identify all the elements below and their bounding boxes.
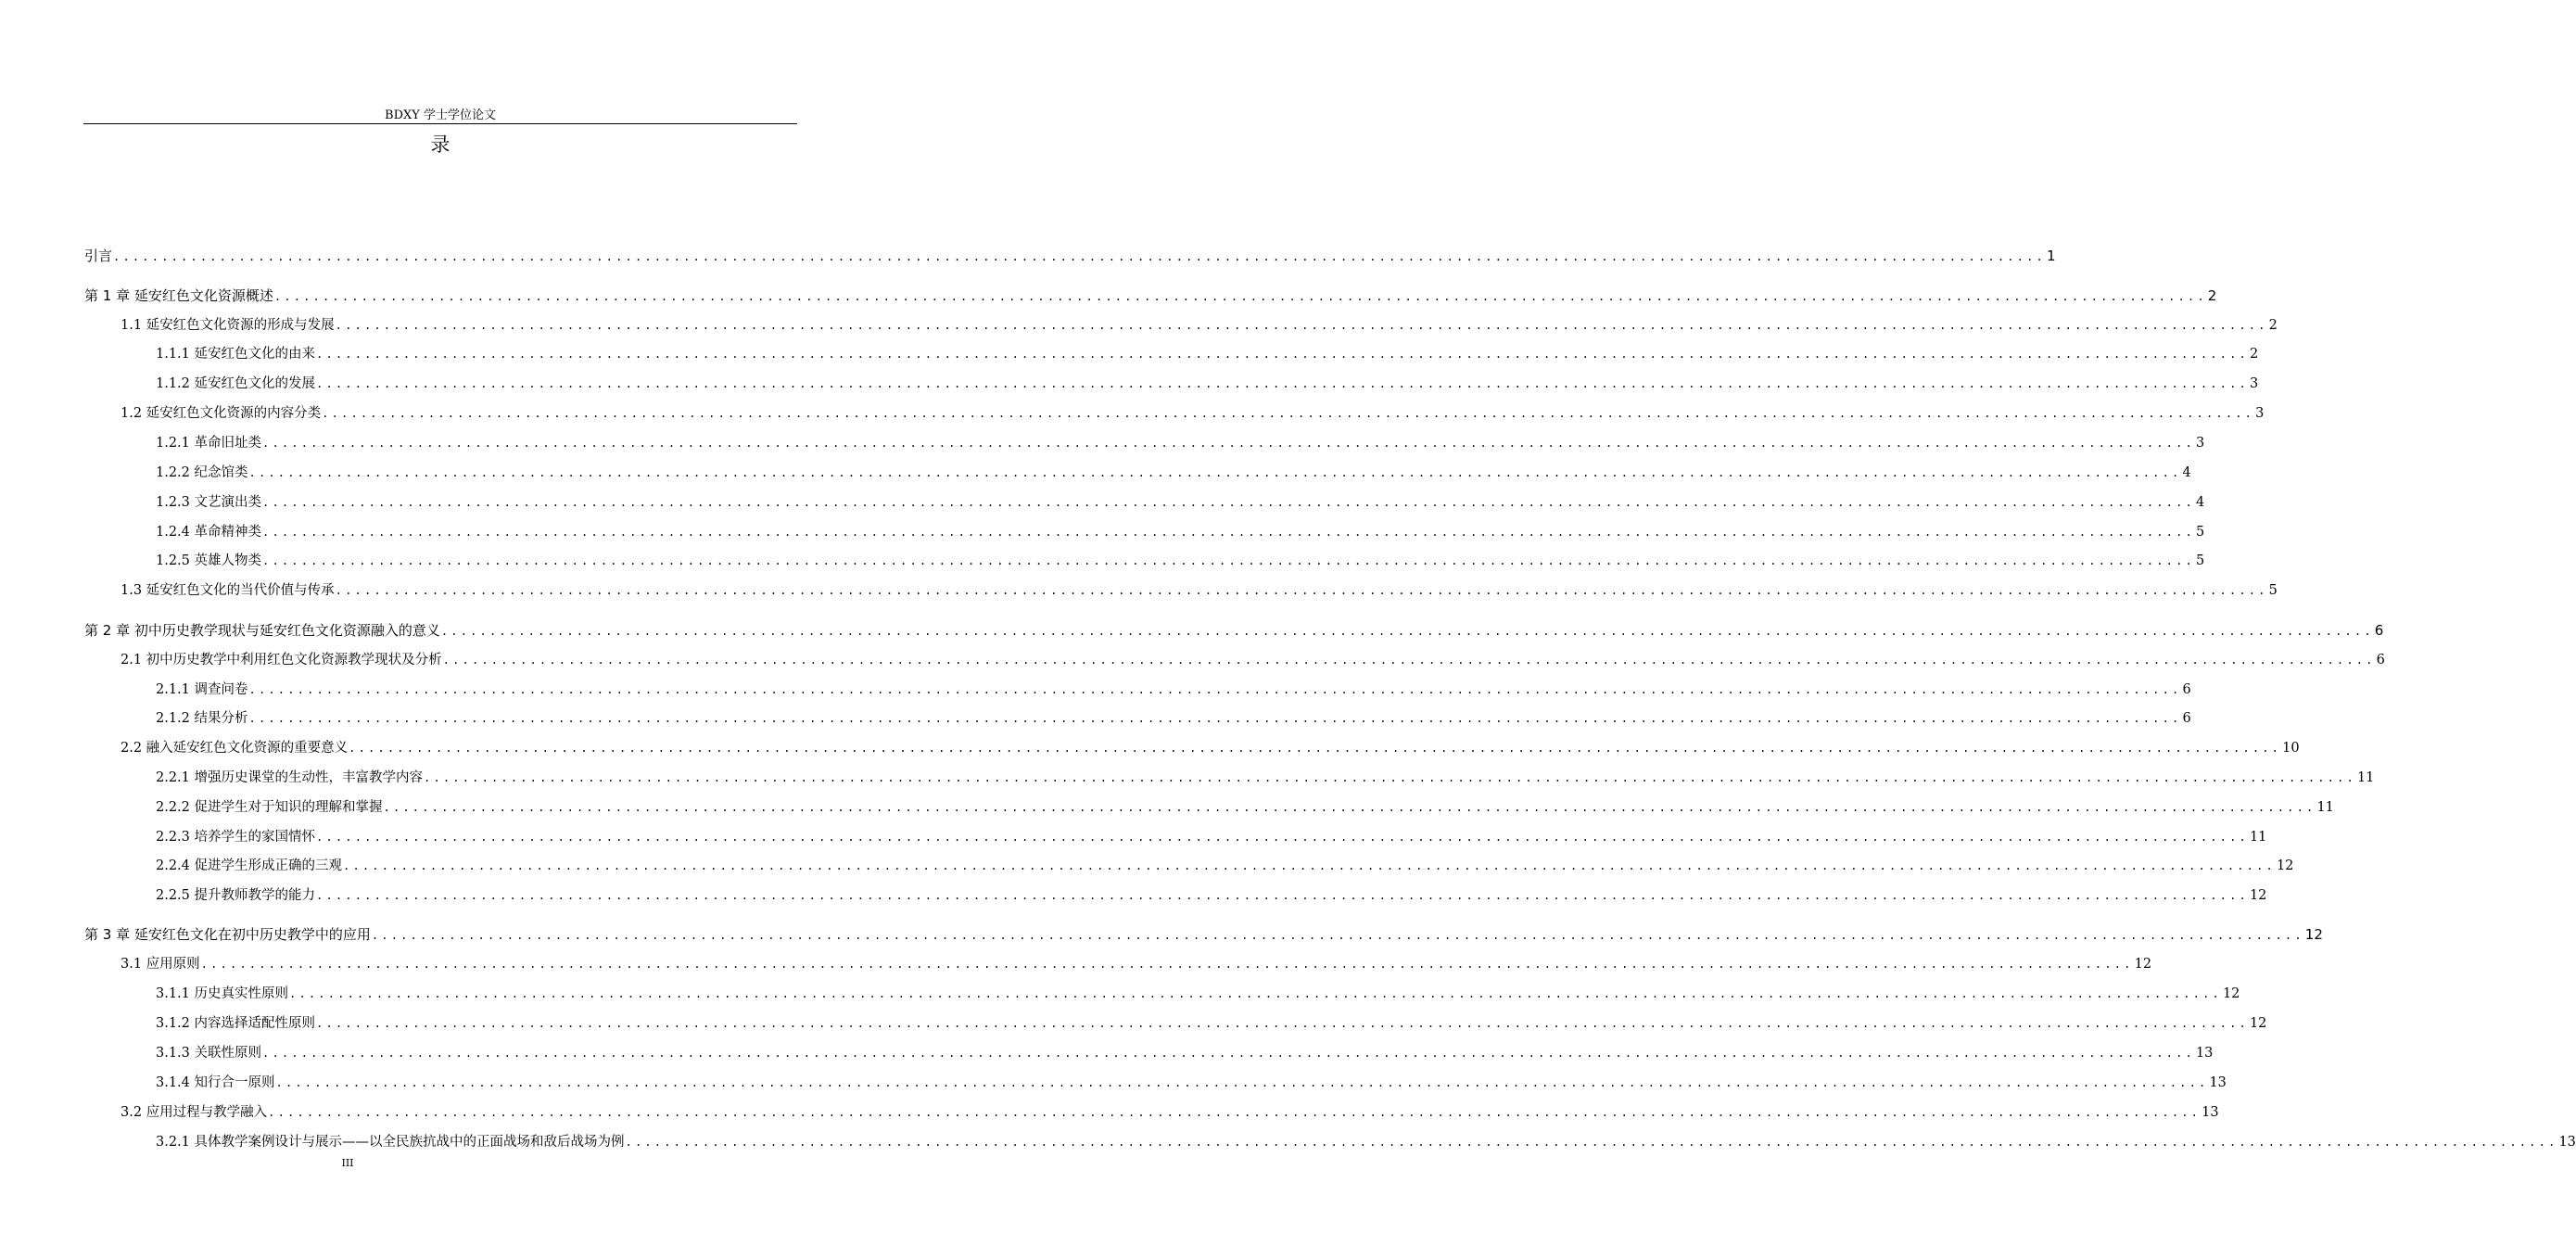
- toc-entry-title: 3.1 应用原则: [121, 957, 200, 972]
- toc-entry[interactable]: [121, 954, 2152, 974]
- toc-leader-dots: ........................................................................................................................................................................................................: [371, 929, 2304, 942]
- toc-entry-title: 1.2.3 文艺演出类: [156, 495, 262, 510]
- toc-entry[interactable]: [156, 551, 2205, 571]
- toc-entry-title: 2.2.1 增强历史课堂的生动性，丰富教学内容: [156, 770, 424, 785]
- toc-entry-title: 1.2.5 英雄人物类: [156, 553, 262, 568]
- page-number: III: [341, 1157, 354, 1169]
- toc-leader-dots: ........................................................................................................................................................................................................: [248, 712, 2182, 725]
- toc-entry-title: 1.1.1 延安红色文化的由来: [156, 347, 316, 362]
- running-header: BDXY 学士学位论文: [385, 108, 496, 122]
- toc-entry-page: 6: [2182, 682, 2191, 697]
- toc-entry-page: 12: [2276, 858, 2294, 873]
- toc-entry-page: 13: [2209, 1075, 2227, 1090]
- toc-entry-page: 12: [2249, 1016, 2267, 1031]
- toc-entry-title: 1.2 延安红色文化资源的内容分类: [121, 406, 322, 421]
- toc-entry-title: 2.1.2 结果分析: [156, 711, 248, 726]
- toc-entry[interactable]: [156, 984, 2240, 1004]
- toc-leader-dots: ........................................................................................................................................................................................................: [442, 654, 2376, 667]
- toc-entry-title: 2.1.1 调查问卷: [156, 682, 248, 697]
- toc-entry[interactable]: [156, 797, 2334, 818]
- toc-leader-dots: ........................................................................................................................................................................................................: [262, 526, 2195, 539]
- toc-entry-page: 6: [2182, 711, 2191, 726]
- toc-entry[interactable]: [156, 1013, 2267, 1034]
- toc-leader-dots: ........................................................................................................................................................................................................: [625, 1136, 2558, 1149]
- toc-entry-title: 3.2 应用过程与教学融入: [121, 1105, 268, 1120]
- toc-leader-dots: ........................................................................................................................................................................................................: [316, 377, 2249, 390]
- toc-entry[interactable]: [84, 620, 2384, 641]
- toc-leader-dots: ........................................................................................................................................................................................................: [335, 319, 2268, 332]
- toc-entry-page: 11: [2356, 770, 2375, 785]
- toc-entry-page: 3: [2249, 376, 2259, 391]
- toc-entry-title: 1.1 延安红色文化资源的形成与发展: [121, 318, 335, 333]
- toc-entry-title: 3.1.2 内容选择适配性原则: [156, 1016, 316, 1031]
- toc-leader-dots: ........................................................................................................................................................................................................: [248, 466, 2182, 479]
- toc-entry[interactable]: [156, 827, 2267, 847]
- toc-entry-title: 引言: [84, 248, 113, 264]
- toc-entry[interactable]: [84, 246, 2056, 266]
- toc-entry-page: 13: [2195, 1046, 2214, 1061]
- toc-entry[interactable]: [156, 344, 2259, 364]
- toc-entry-page: 13: [2202, 1105, 2219, 1120]
- toc-entry-page: 4: [2182, 465, 2191, 480]
- toc-leader-dots: ........................................................................................................................................................................................................: [335, 584, 2268, 597]
- toc-entry[interactable]: [156, 680, 2191, 700]
- toc-entry-title: 2.2.3 培养学生的家国情怀: [156, 830, 316, 845]
- toc-leader-dots: ........................................................................................................................................................................................................: [343, 859, 2276, 872]
- toc-entry-page: 12: [2304, 926, 2323, 943]
- toc-entry-title: 1.1.2 延安红色文化的发展: [156, 376, 316, 391]
- toc-entry-page: 2: [2268, 318, 2278, 333]
- toc-leader-dots: ........................................................................................................................................................................................................: [424, 771, 2356, 784]
- toc-entry[interactable]: [156, 885, 2267, 906]
- toc-entry[interactable]: [156, 1132, 2576, 1152]
- toc-entry[interactable]: [121, 315, 2278, 336]
- toc-entry[interactable]: [84, 924, 2323, 945]
- toc-entry-page: 10: [2282, 741, 2300, 756]
- toc-entry-page: 5: [2268, 583, 2278, 598]
- toc-entry-title: 1.2.1 革命旧址类: [156, 436, 262, 451]
- page-title: 录: [430, 134, 450, 156]
- toc-leader-dots: ........................................................................................................................................................................................................: [316, 831, 2249, 844]
- toc-entry-title: 1.3 延安红色文化的当代价值与传承: [121, 583, 335, 598]
- toc-leader-dots: ........................................................................................................................................................................................................: [289, 987, 2222, 1000]
- toc-entry-title: 2.2 融入延安红色文化资源的重要意义: [121, 741, 349, 756]
- toc-entry[interactable]: [121, 738, 2300, 758]
- toc-entry[interactable]: [156, 522, 2205, 542]
- toc-entry-title: 1.2.2 纪念馆类: [156, 465, 248, 480]
- toc-entry[interactable]: [121, 580, 2278, 601]
- toc-entry-title: 2.2.4 促进学生形成正确的三观: [156, 858, 343, 873]
- toc-entry-title: 第 3 章 延安红色文化在初中历史教学中的应用: [84, 926, 371, 943]
- toc-entry-page: 11: [2249, 830, 2267, 845]
- toc-leader-dots: ........................................................................................................................................................................................................: [113, 250, 2046, 263]
- toc-entry[interactable]: [156, 856, 2294, 876]
- toc-entry-page: 2: [2207, 287, 2217, 304]
- toc-entry-page: 13: [2558, 1135, 2576, 1150]
- toc-leader-dots: ........................................................................................................................................................................................................: [262, 554, 2195, 567]
- toc-entry-page: 12: [2134, 957, 2152, 972]
- toc-entry-page: 5: [2195, 525, 2205, 540]
- toc-leader-dots: ........................................................................................................................................................................................................: [200, 958, 2134, 971]
- toc-leader-dots: ........................................................................................................................................................................................................: [268, 1106, 2202, 1119]
- toc-entry-title: 3.2.1 具体教学案例设计与展示——以全民族抗战中的正面战场和敌后战场为例: [156, 1135, 625, 1150]
- toc-leader-dots: ........................................................................................................................................................................................................: [273, 290, 2207, 303]
- toc-entry-page: 4: [2195, 495, 2205, 510]
- toc-entry-page: 3: [2195, 436, 2205, 451]
- toc-leader-dots: ........................................................................................................................................................................................................: [316, 889, 2249, 902]
- toc-entry-title: 3.1.1 历史真实性原则: [156, 986, 289, 1001]
- toc-entry[interactable]: [156, 768, 2375, 788]
- toc-entry-title: 3.1.4 知行合一原则: [156, 1075, 275, 1090]
- toc-entry-title: 3.1.3 关联性原则: [156, 1046, 262, 1061]
- toc-leader-dots: ........................................................................................................................................................................................................: [440, 625, 2374, 638]
- toc-leader-dots: ........................................................................................................................................................................................................: [383, 801, 2316, 814]
- toc-entry[interactable]: [156, 708, 2191, 729]
- toc-entry-title: 2.2.5 提升教师教学的能力: [156, 888, 316, 903]
- toc-leader-dots: ........................................................................................................................................................................................................: [275, 1076, 2209, 1089]
- toc-leader-dots: ........................................................................................................................................................................................................: [248, 683, 2182, 696]
- toc-leader-dots: ........................................................................................................................................................................................................: [262, 1047, 2195, 1060]
- toc-entry-title: 2.1 初中历史教学中利用红色文化资源教学现状及分析: [121, 653, 442, 668]
- toc-leader-dots: ........................................................................................................................................................................................................: [316, 1017, 2249, 1030]
- toc-entry-page: 11: [2316, 800, 2334, 815]
- toc-leader-dots: ........................................................................................................................................................................................................: [349, 742, 2282, 755]
- toc-entry[interactable]: [156, 492, 2205, 513]
- toc-leader-dots: ........................................................................................................................................................................................................: [316, 348, 2249, 361]
- toc-entry-title: 2.2.2 促进学生对于知识的理解和掌握: [156, 800, 383, 815]
- toc-entry-title: 第 2 章 初中历史教学现状与延安红色文化资源融入的意义: [84, 622, 440, 639]
- toc-entry-page: 5: [2195, 553, 2205, 568]
- toc-entry-page: 12: [2249, 888, 2267, 903]
- toc-entry-page: 12: [2222, 986, 2240, 1001]
- toc-entry-page: 2: [2249, 347, 2259, 362]
- toc-entry[interactable]: [156, 374, 2259, 394]
- toc-entry-page: 3: [2255, 406, 2265, 421]
- toc-entry-page: 6: [2376, 653, 2385, 668]
- toc-leader-dots: ........................................................................................................................................................................................................: [262, 496, 2195, 509]
- toc-entry-title: 第 1 章 延安红色文化资源概述: [84, 287, 273, 304]
- toc-entry-page: 1: [2046, 248, 2056, 264]
- toc-entry-page: 6: [2374, 622, 2384, 639]
- toc-entry-title: 1.2.4 革命精神类: [156, 525, 262, 540]
- toc-entry[interactable]: [156, 1073, 2227, 1093]
- toc-entry[interactable]: [156, 433, 2205, 453]
- toc-entry[interactable]: [121, 403, 2265, 424]
- toc-entry[interactable]: [121, 1102, 2219, 1123]
- toc-leader-dots: ........................................................................................................................................................................................................: [262, 437, 2195, 450]
- toc-entry[interactable]: [156, 1043, 2214, 1063]
- toc-entry[interactable]: [84, 286, 2217, 306]
- toc-entry[interactable]: [156, 463, 2191, 483]
- toc-leader-dots: ........................................................................................................................................................................................................: [322, 407, 2255, 420]
- toc-entry[interactable]: [121, 650, 2385, 670]
